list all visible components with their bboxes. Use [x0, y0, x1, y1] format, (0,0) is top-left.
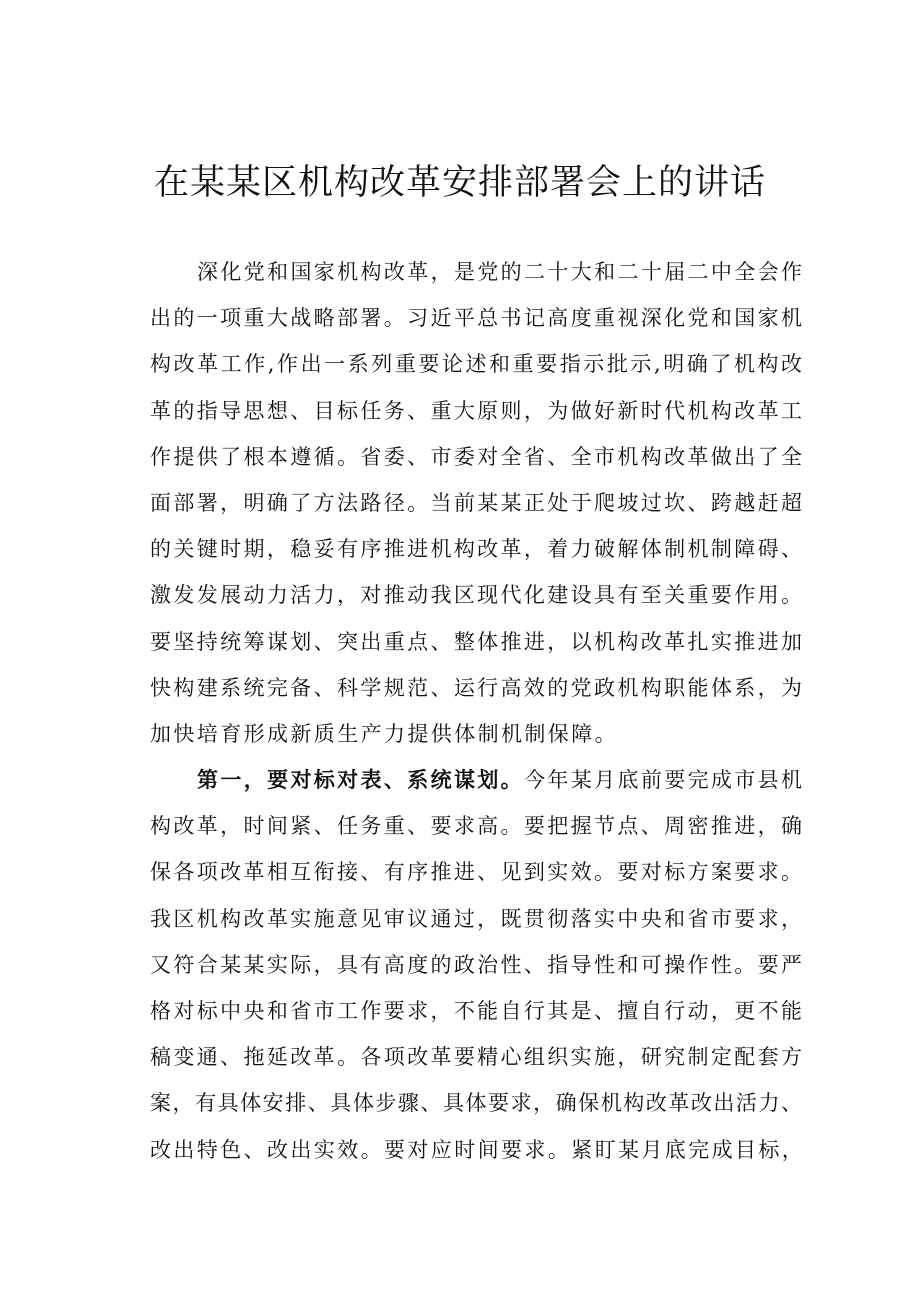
paragraph-intro — [150, 249, 802, 757]
paragraph-line: 我区机构改革实施意见审议通过，既贯彻落实中央和省市要求， — [150, 906, 802, 931]
paragraph-line: 加快培育形成新质生产力提供体制机制保障。 — [150, 721, 618, 746]
paragraph-line: 格对标中央和省市工作要求，不能自行其是、擅自行动，更不能 — [150, 999, 802, 1023]
paragraph-line: 深化党和国家机构改革，是党的二十大和二十届二中全会作 — [197, 260, 802, 284]
paragraph-line: 面部署，明确了方法路径。当前某某正处于爬坡过坎、跨越赶超 — [150, 490, 802, 515]
section-heading-continuation: 今年某月底前要完成市县机 — [524, 768, 803, 793]
paragraph-line: 又符合某某实际，具有高度的政治性、指导性和可操作性。要严 — [150, 952, 802, 977]
paragraph-line: 作提供了根本遵循。省委、市委对全省、全市机构改革做出了全 — [150, 444, 802, 469]
paragraph-line: 构改革工作,作出一系列重要论述和重要指示批示,明确了机构改 — [150, 352, 802, 377]
paragraph-first-line — [150, 757, 802, 803]
paragraph-section-one — [150, 757, 806, 1173]
paragraph-line: 构改革，时间紧、任务重、要求高。要把握节点、周密推进，确 — [150, 814, 802, 839]
paragraph-line: 革的指导思想、目标任务、重大原则，为做好新时代机构改革工 — [150, 398, 802, 423]
paragraph-line: 改出特色、改出实效。要对应时间要求。紧盯某月底完成目标， — [150, 1137, 806, 1162]
document-body — [150, 249, 806, 1173]
paragraph-line: 出的一项重大战略部署。习近平总书记高度重视深化党和国家机 — [150, 306, 802, 331]
paragraph-line: 案，有具体安排、具体步骤、具体要求，确保机构改革改出活力、 — [150, 1091, 802, 1116]
paragraph-line: 保各项改革相互衔接、有序推进、见到实效。要对标方案要求。 — [150, 860, 802, 885]
document-title: 在某某区机构改革安排部署会上的讲话 — [153, 163, 766, 203]
paragraph-line: 激发发展动力活力，对推动我区现代化建设具有至关重要作用。 — [150, 583, 802, 608]
paragraph-line: 稿变通、拖延改革。各项改革要精心组织实施，研究制定配套方 — [150, 1045, 802, 1070]
paragraph-line: 快构建系统完备、科学规范、运行高效的党政机构职能体系，为 — [150, 675, 802, 700]
paragraph-line: 的关键时期，稳妥有序推进机构改革，着力破解体制机制障碍、 — [150, 537, 802, 562]
paragraph-line: 要坚持统筹谋划、突出重点、整体推进，以机构改革扎实推进加 — [150, 629, 802, 654]
section-heading: 第一，要对标对表、系统谋划。 — [197, 767, 525, 793]
